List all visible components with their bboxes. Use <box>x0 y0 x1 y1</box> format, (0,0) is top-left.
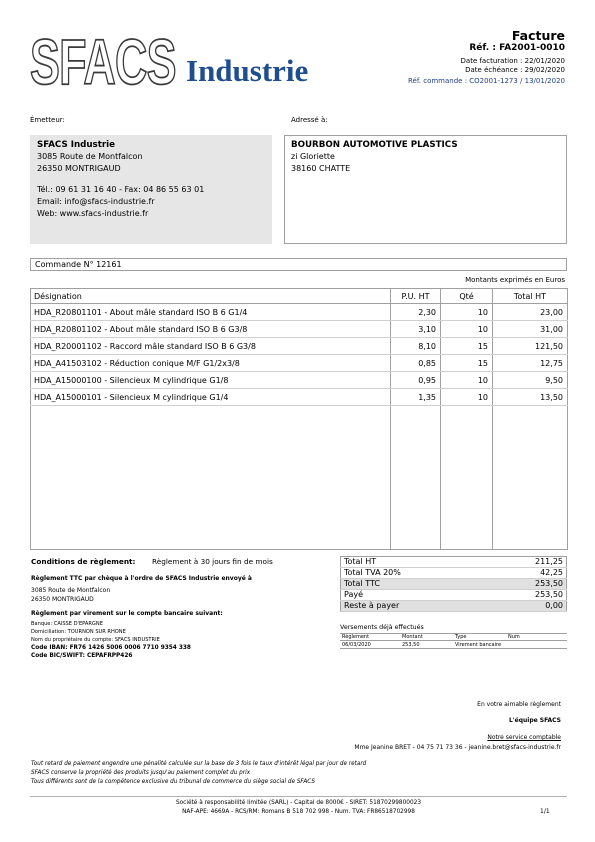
line-total: 13,50 <box>493 389 568 406</box>
legal-note: SFACS conserve la propriété des produits jusqu'au paiement complet du prix <box>31 770 251 776</box>
page-number: 1/1 <box>540 808 550 815</box>
filler-cell <box>493 406 568 550</box>
bic-code: Code BIC/SWIFT: CEPAFRPP426 <box>31 653 133 659</box>
payments-col-date: Règlement <box>340 634 400 641</box>
payments-col-num: Num <box>506 634 567 641</box>
total-row-vat <box>341 568 567 579</box>
col-header-total: Total HT <box>493 289 568 304</box>
col-header-qty: Qté <box>441 289 493 304</box>
total-value: 0,00 <box>487 601 567 612</box>
line-qty: 10 <box>441 304 493 321</box>
line-unit-price: 1,35 <box>391 389 441 406</box>
footer-registration-info: NAF-APE: 4669A - RCS/RM: Romans B 518 702 998 - Num. TVA: FR86518702998 <box>182 809 415 815</box>
sender-label: Émetteur: <box>30 116 65 124</box>
closing-team: L'équipe SFACS <box>508 717 561 724</box>
sender-web[interactable]: Web: www.sfacs-industrie.fr <box>37 209 149 218</box>
total-row-ttc <box>341 579 567 590</box>
total-row-remaining <box>341 601 567 612</box>
legal-note: Tout retard de paiement engendre une pénalité calculée sur la base de 3 fois le taux d'intérêt légal par jour de retard <box>31 761 367 767</box>
line-designation: HDA_R20001102 - Raccord mâle standard ISO B 6 G3/8 <box>31 338 391 355</box>
total-label: Total TVA 20% <box>341 568 487 579</box>
recipient-city: 38160 CHATTE <box>291 164 351 173</box>
payments-table <box>340 633 567 649</box>
total-row-ht <box>341 557 567 568</box>
closing-contact: Mme Jeanine BRET - 04 75 71 73 36 - jeanine.bret@sfacs-industrie.fr <box>354 744 561 751</box>
total-label: Total HT <box>341 557 487 568</box>
filler-cell <box>441 406 493 550</box>
invoice-line <box>31 304 568 321</box>
bank-name: Banque: CAISSE D'EPARGNE <box>31 621 103 627</box>
sender-spacer <box>37 175 272 184</box>
totals-table <box>340 556 567 612</box>
payment-amount: 253,50 <box>402 641 420 648</box>
sender-city: 26350 MONTRIGAUD <box>37 164 121 173</box>
line-total: 31,00 <box>493 321 568 338</box>
recipient-box <box>284 135 567 244</box>
legal-note: Tous différents sont de la compétence exclusive du tribunal de commerce du siège social de SFACS <box>31 779 315 785</box>
company-logo <box>30 26 320 98</box>
invoice-reference: Réf. : FA2001-0010 <box>469 43 565 53</box>
payment-conditions-value: Règlement à 30 jours fin de mois <box>152 557 273 566</box>
line-unit-price: 3,10 <box>391 321 441 338</box>
total-value: 253,50 <box>487 579 567 590</box>
total-label: Payé <box>341 590 487 601</box>
sender-street: 3085 Route de Montfalcon <box>37 152 143 161</box>
payment-type: Virement bancaire <box>455 641 502 648</box>
line-qty: 15 <box>441 338 493 355</box>
line-designation: HDA_A41503102 - Réduction conique M/F G1/2x3/8 <box>31 355 391 372</box>
payments-col-amount: Montant <box>400 634 453 641</box>
line-total: 9,50 <box>493 372 568 389</box>
invoice-header <box>408 28 565 86</box>
total-label: Total TTC <box>341 579 487 590</box>
line-qty: 15 <box>441 355 493 372</box>
filler-cell <box>391 406 441 550</box>
line-designation: HDA_R20801102 - About mâle standard ISO B 6 G3/8 <box>31 321 391 338</box>
footer-divider <box>30 796 567 797</box>
total-label: Reste à payer <box>341 601 487 612</box>
account-owner: Nom du propriétaire du compte: SFACS INDUSTRIE <box>31 637 160 643</box>
invoice-line <box>31 372 568 389</box>
line-unit-price: 2,30 <box>391 304 441 321</box>
total-value: 42,25 <box>487 568 567 579</box>
payment-row <box>340 641 567 649</box>
line-unit-price: 0,95 <box>391 372 441 389</box>
currency-note: Montants exprimés en Euros <box>465 276 565 284</box>
recipient-name: BOURBON AUTOMOTIVE PLASTICS <box>291 140 458 150</box>
table-header-row <box>31 289 568 304</box>
total-value: 211,25 <box>487 557 567 568</box>
payments-col-type: Type <box>453 634 506 641</box>
payment-date: 06/03/2020 <box>342 641 371 648</box>
line-total: 12,75 <box>493 355 568 372</box>
sender-email[interactable]: Email: info@sfacs-industrie.fr <box>37 197 155 206</box>
invoice-line <box>31 338 568 355</box>
recipient-street: zi Gloriette <box>291 152 335 161</box>
col-header-unit-price: P.U. HT <box>391 289 441 304</box>
line-designation: HDA_A15000101 - Silencieux M cylindrique G1/4 <box>31 389 391 406</box>
invoice-line <box>31 355 568 372</box>
document-type: Facture <box>511 28 565 43</box>
line-qty: 10 <box>441 372 493 389</box>
cheque-title: Règlement TTC par chèque à l'ordre de SFACS Industrie envoyé à <box>31 575 252 582</box>
iban-code: Code IBAN: FR76 1426 5006 0006 7710 9354 338 <box>31 645 191 651</box>
sender-phone-fax: Tél.: 09 61 31 16 40 - Fax: 04 86 55 63 01 <box>37 185 205 194</box>
sender-name: SFACS Industrie <box>37 140 116 150</box>
transfer-title: Règlement par virement sur le compte bancaire suivant: <box>31 610 223 617</box>
invoice-date: Date facturation : 22/01/2020 <box>460 57 565 65</box>
sender-box <box>30 135 272 244</box>
cheque-street: 3085 Route de Montfalcon <box>31 587 111 594</box>
invoice-line <box>31 321 568 338</box>
payment-conditions-label: Conditions de règlement: <box>31 557 136 566</box>
closing-greeting: En votre aimable règlement <box>477 701 561 708</box>
closing-department: Notre service comptable <box>487 734 561 741</box>
bank-domiciliation: Domiciliation: TOURNON SUR RHONE <box>31 629 126 635</box>
line-designation: HDA_R20801101 - About mâle standard ISO B 6 G1/4 <box>31 304 391 321</box>
order-number: Commande N° 12161 <box>30 258 567 271</box>
total-value: 253,50 <box>487 590 567 601</box>
line-qty: 10 <box>441 321 493 338</box>
logo-wordmark: SFACS <box>30 26 176 98</box>
line-total: 121,50 <box>493 338 568 355</box>
col-header-designation: Désignation <box>31 289 391 304</box>
line-designation: HDA_A15000100 - Silencieux M cylindrique G1/8 <box>31 372 391 389</box>
line-qty: 10 <box>441 389 493 406</box>
line-unit-price: 0,85 <box>391 355 441 372</box>
cheque-city: 26350 MONTRIGAUD <box>31 596 94 603</box>
total-row-paid <box>341 590 567 601</box>
invoice-lines-table <box>30 288 568 550</box>
table-filler <box>31 406 568 550</box>
payments-title: Versements déjà effectués <box>340 624 424 631</box>
payments-header-row <box>340 634 567 641</box>
order-reference: Réf. commande : CO2001-1273 / 13/01/2020 <box>407 77 565 85</box>
invoice-line <box>31 389 568 406</box>
line-total: 23,00 <box>493 304 568 321</box>
payment-num <box>506 641 567 649</box>
logo-suffix: Industrie <box>186 53 309 88</box>
filler-cell <box>31 406 391 550</box>
due-date: Date échéance : 29/02/2020 <box>465 66 565 74</box>
footer-company-info: Société à responsabilité limitée (SARL) - Capital de 8000€ - SIRET: 51870299800023 <box>175 800 422 806</box>
recipient-label: Adressé à: <box>291 116 328 124</box>
line-unit-price: 8,10 <box>391 338 441 355</box>
